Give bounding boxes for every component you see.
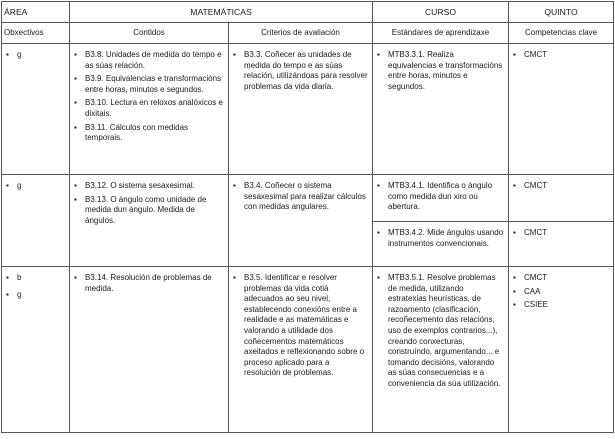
competence-item: ▪ CMCT (524, 181, 609, 192)
competence-block (509, 175, 613, 222)
header-row (2, 2, 614, 23)
objective-item: ▪ g (17, 290, 65, 301)
objectives-cell (2, 175, 70, 267)
criteria-header: Criterios de avaliación (229, 23, 373, 44)
objectives-cell (2, 44, 70, 175)
subject-title: MATEMÁTICAS (70, 2, 373, 23)
contents-cell (70, 175, 229, 267)
competence-block (509, 222, 613, 245)
standard-block (373, 175, 508, 222)
content-item: ▪ B3.8. Unidades de medida do tempo e as súas relación. (85, 50, 224, 71)
criterion-item: ▪ B3.5. Identificar e resolver problemas da vida cotiá adecuados ao seu nivel, establecendo conexións entre a realidade e as matemáticas e valorando a utilidade dos coñecementos matemáticos axeitados e reflexionando sobre o proceso aplicado para a resolución de problemas. (244, 273, 368, 379)
objectives-cell (2, 267, 70, 433)
standards-header: Estándares de aprendizaxe (373, 23, 509, 44)
objective-item: ▪ g (17, 50, 65, 61)
area-label: ÁREA (2, 2, 70, 23)
standard-item: ▪ MTB3.5.1. Resolve problemas de medida, utilizando estratexias heurísticas, de razoamento (clasificación, recoñecemento das relacións, uso de exemplos contrarios...), creando conxecturas, construíndo, argumentando... e tomando decisións, valorando as súas consecuencias e a conveniencia da súa utilización. (388, 273, 504, 390)
content-item: ▪ B3.11. Cálculos con medidas temporais. (85, 123, 224, 144)
competence-item: ▪ CMCT (524, 228, 609, 239)
objective-item: ▪ b (17, 273, 65, 284)
standard-item: ▪ MTB3.4.1. Identifica o ángulo como medida dun xiro ou abertura. (388, 181, 504, 213)
competences-cell (509, 267, 614, 433)
competence-item: ▪ CSIEE (524, 300, 609, 311)
criterion-item: ▪ B3.3. Coñecer as unidades de medida do tempo e as súas relación, utilizándoas para resolver problemas da vida diaria. (244, 50, 368, 92)
competence-item: ▪ CAA (524, 287, 609, 298)
curriculum-table (1, 1, 614, 433)
criteria-cell (229, 267, 373, 433)
standard-item: ▪ MTB3.4.2. Mide ángulos usando instrumentos convencionais. (388, 228, 504, 249)
table-row (2, 44, 614, 175)
standards-cell (373, 267, 509, 433)
competences-cell (509, 44, 614, 175)
competence-item: ▪ CMCT (524, 50, 609, 61)
course-label: CURSO (373, 2, 509, 23)
subheader-row (2, 23, 614, 44)
standards-cell (373, 175, 509, 267)
competence-item: ▪ CMCT (524, 273, 609, 284)
standards-cell (373, 44, 509, 175)
competences-header: Competencias clave (509, 23, 614, 44)
standard-item: ▪ MTB3.3.1. Realiza equivalencias e transformacións entre horas, minutos e segundos. (388, 50, 504, 92)
table-row (2, 175, 614, 267)
criteria-cell (229, 44, 373, 175)
criterion-item: ▪ B3.4. Coñecer o sistema sesaxesimal para realizar cálculos con medidas angulares. (244, 181, 368, 213)
content-item: ▪ B3.14. Resolución de problemas de medida. (85, 273, 224, 294)
content-item: ▪ B3.9. Equivalencias e transformacións entre horas, minutos e segundos. (85, 74, 224, 95)
course-value: QUINTO (509, 2, 614, 23)
standard-block (373, 222, 508, 255)
content-item: ▪ B3.10. Lectura en reloxos analóxicos e dixitais. (85, 98, 224, 119)
criteria-cell (229, 175, 373, 267)
objective-item: ▪ g (17, 181, 65, 192)
content-item: ▪ B3.12. O sistema sesaxesimal. (85, 181, 224, 192)
objectives-header: Obxectivos (2, 23, 70, 44)
contents-header: Contidos (70, 23, 229, 44)
contents-cell (70, 267, 229, 433)
content-item: ▪ B3.13. O ángulo como unidade de medida dun ángulo. Medida de ángulos. (85, 195, 224, 227)
table-row (2, 267, 614, 433)
contents-cell (70, 44, 229, 175)
competences-cell (509, 175, 614, 267)
